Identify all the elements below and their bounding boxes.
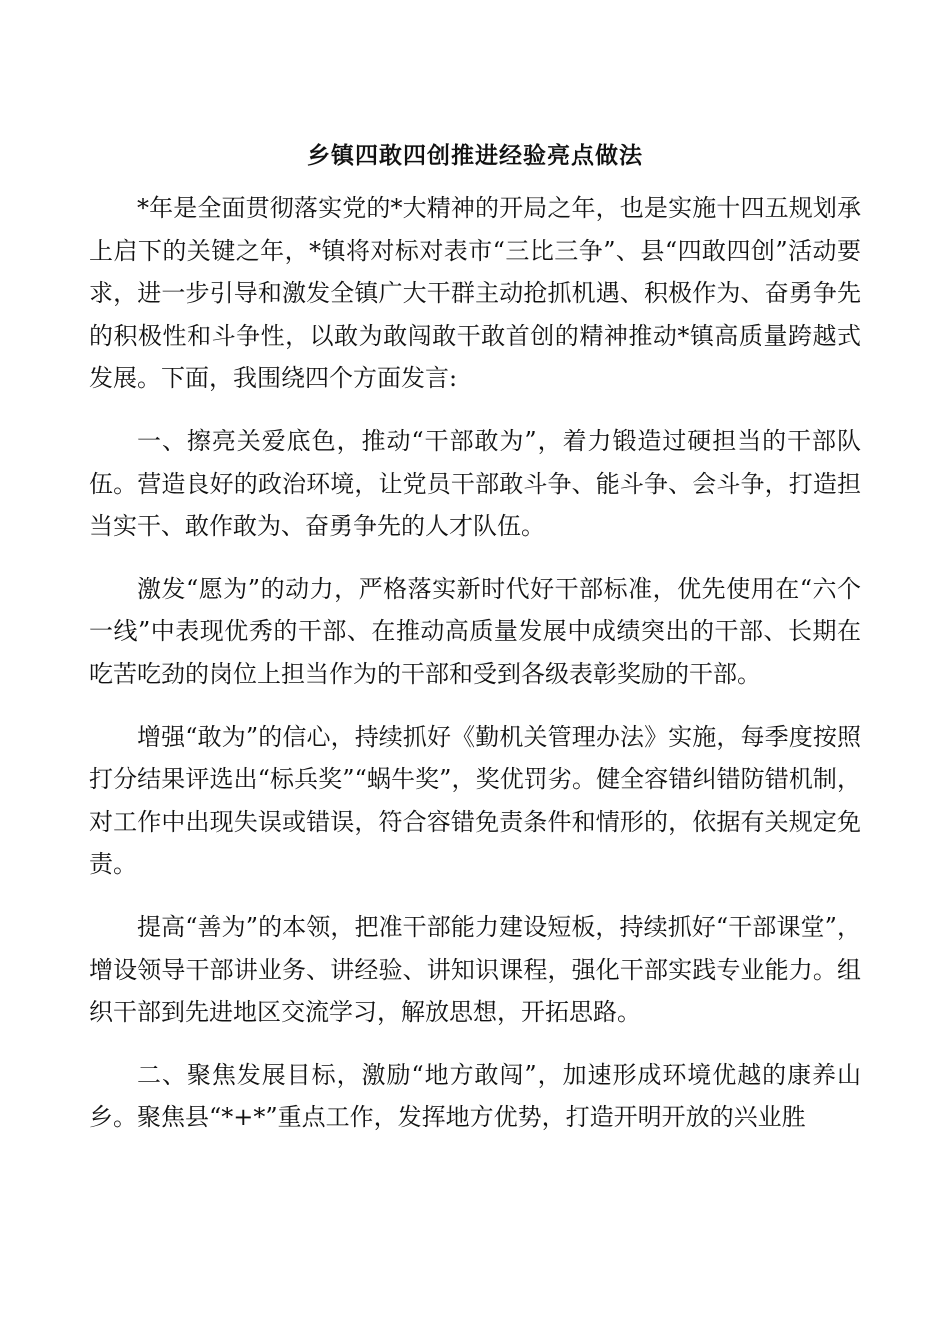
paragraph-section-one: 一、擦亮关爱底色，推动“干部敢为”，着力锻造过硬担当的干部队伍。营造良好的政治环境，让党员干部敢斗争、能斗争、会斗争，打造担当实干、敢作敢为、奋勇争先的人才队伍。 [89,426,861,541]
paragraph-daring: 增强“敢为”的信心，持续抓好《勤机关管理办法》实施，每季度按照打分结果评选出“标兵奖”“蜗牛奖”，奖优罚劣。健全容错纠错防错机制，对工作中出现失误或错误，符合容错免责条件和情形的，依据有关规定免责。 [89,722,861,879]
paragraph-willing: 激发“愿为”的动力，严格落实新时代好干部标准，优先使用在“六个一线”中表现优秀的干部、在推动高质量发展中成绩突出的干部、长期在吃苦吃劲的岗位上担当作为的干部和受到各级表彰奖励的干部。 [89,574,861,688]
paragraph-section-two: 二、聚焦发展目标，激励“地方敢闯”，加速形成环境优越的康养山乡。聚焦县“*+*”重点工作，发挥地方优势，打造开明开放的兴业胜 [89,1060,861,1132]
paragraph-intro: *年是全面贯彻落实党的*大精神的开局之年，也是实施十四五规划承上启下的关键之年，*镇将对标对表市“三比三争”、县“四敢四创”活动要求，进一步引导和激发全镇广大干群主动抢抓机遇、积极作为、奋勇争先的积极性和斗争性，以敢为敢闯敢干敢首创的精神推动*镇高质量跨越式发展。下面，我围绕四个方面发言: [89,194,861,393]
paragraph-capable: 提高“善为”的本领，把准干部能力建设短板，持续抓好“干部课堂”，增设领导干部讲业务、讲经验、讲知识课程，强化干部实践专业能力。组织干部到先进地区交流学习，解放思想，开拓思路。 [89,912,861,1027]
document-body [89,187,861,1159]
document-title: 乡镇四敢四创推进经验亮点做法 [307,142,643,169]
